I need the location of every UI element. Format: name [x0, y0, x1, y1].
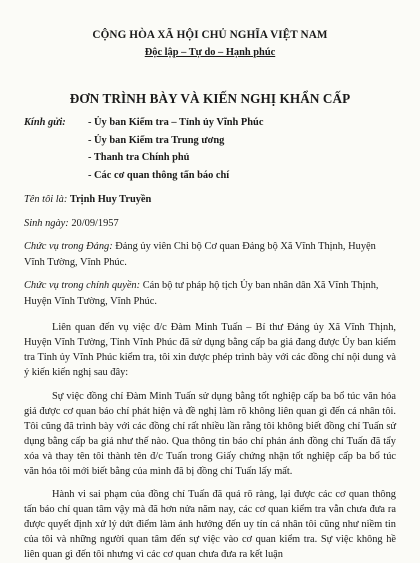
recipient-item: - Thanh tra Chính phủ — [88, 152, 190, 164]
recipient-item: - Các cơ quan thông tấn báo chí — [88, 169, 230, 181]
document-title: ĐƠN TRÌNH BÀY VÀ KIẾN NGHỊ KHẨN CẤP — [69, 91, 351, 106]
recipient-item: - Ủy ban Kiểm tra – Tỉnh ủy Vĩnh Phúc — [88, 117, 264, 128]
birth-label: Sinh ngày: — [24, 217, 69, 229]
birth-field — [24, 216, 396, 232]
recipients-list — [88, 117, 263, 187]
body-paragraph: Sự việc đồng chí Đàm Minh Tuấn sử dụng bằng tốt nghiệp cấp ba bổ túc văn hóa giả được cơ quan báo chí phát hiện và đề nghị làm rõ không liên quan gì đến cá nhân tôi. Tôi cũng đã trình bày với các đồng chí rất nhiều lần rằng tôi không biết đồng chí Tuấn sử dụng bằng cấp ba giả như thế nào. Qua thông tin báo chí phản ánh đồng chí Tuấn đã tẩy xóa và thay tên tôi thành tên đ/c Tuấn trong Giấy chứng nhận tốt nghiệp cấp ba bổ túc văn hóa tôi mới biết bằng của mình đã bị đồng chí Tuấn lấy mất. — [24, 391, 396, 477]
body-paragraph: Hành vi sai phạm của đồng chí Tuấn đã quá rõ ràng, lại được các cơ quan thông tấn báo chí quan tâm vậy mà đã hơn nửa năm nay, các cơ quan kiểm tra vẫn chưa đưa ra được quyết định xử lý dứt điểm làm ảnh hưởng đến uy tín cá nhân tôi cũng như niềm tin của tôi và những người quan tâm đến sự việc vào cơ quan kiểm tra. Sự việc không hề liên quan gì đến tôi nhưng vì các cơ quan chưa đưa ra kết luận — [24, 489, 396, 561]
motto-text: Độc lập – Tự do – Hạnh phúc — [144, 47, 276, 58]
gov-role-label: Chức vụ trong chính quyền: — [24, 280, 141, 292]
name-label: Tên tôi là: — [24, 194, 68, 206]
national-name: CỘNG HÒA XÃ HỘI CHỦ NGHĨA VIỆT NAM — [92, 29, 328, 41]
recipients-label: Kính gửi: — [24, 117, 66, 128]
name-field — [24, 192, 396, 208]
gov-role-field — [24, 278, 396, 309]
party-role-value: Đảng ủy viên Chi bộ Cơ quan Đảng bộ Xã Vĩnh Thịnh, Huyện Vĩnh Tường, Vĩnh Phúc. — [24, 241, 376, 268]
party-role-field — [24, 239, 396, 270]
name-value: Trịnh Huy Truyền — [69, 194, 152, 206]
recipient-item: - Ủy ban Kiểm tra Trung ương — [88, 134, 225, 146]
party-role-label: Chức vụ trong Đảng: — [24, 241, 113, 253]
body-paragraph: Liên quan đến vụ việc đ/c Đàm Minh Tuấn – Bí thư Đảng ủy Xã Vĩnh Thịnh, Huyện Vĩnh Tường, Tỉnh Vĩnh Phúc đã sử dụng bằng cấp ba giả đang được Ủy ban kiểm tra Tỉnh ủy Vĩnh Phúc kiểm tra, tôi xin được phép trình bày với các đồng chí nội dung và ý kiến kiến nghị sau đây: — [24, 322, 396, 379]
birth-value: 20/09/1957 — [71, 217, 119, 229]
gov-role-value: Cán bộ tư pháp hộ tịch Ủy ban nhân dân Xã Vĩnh Thịnh, Huyện Vĩnh Tường, Vĩnh Phúc. — [24, 280, 379, 307]
recipients-block — [24, 117, 396, 187]
motto — [24, 47, 396, 58]
